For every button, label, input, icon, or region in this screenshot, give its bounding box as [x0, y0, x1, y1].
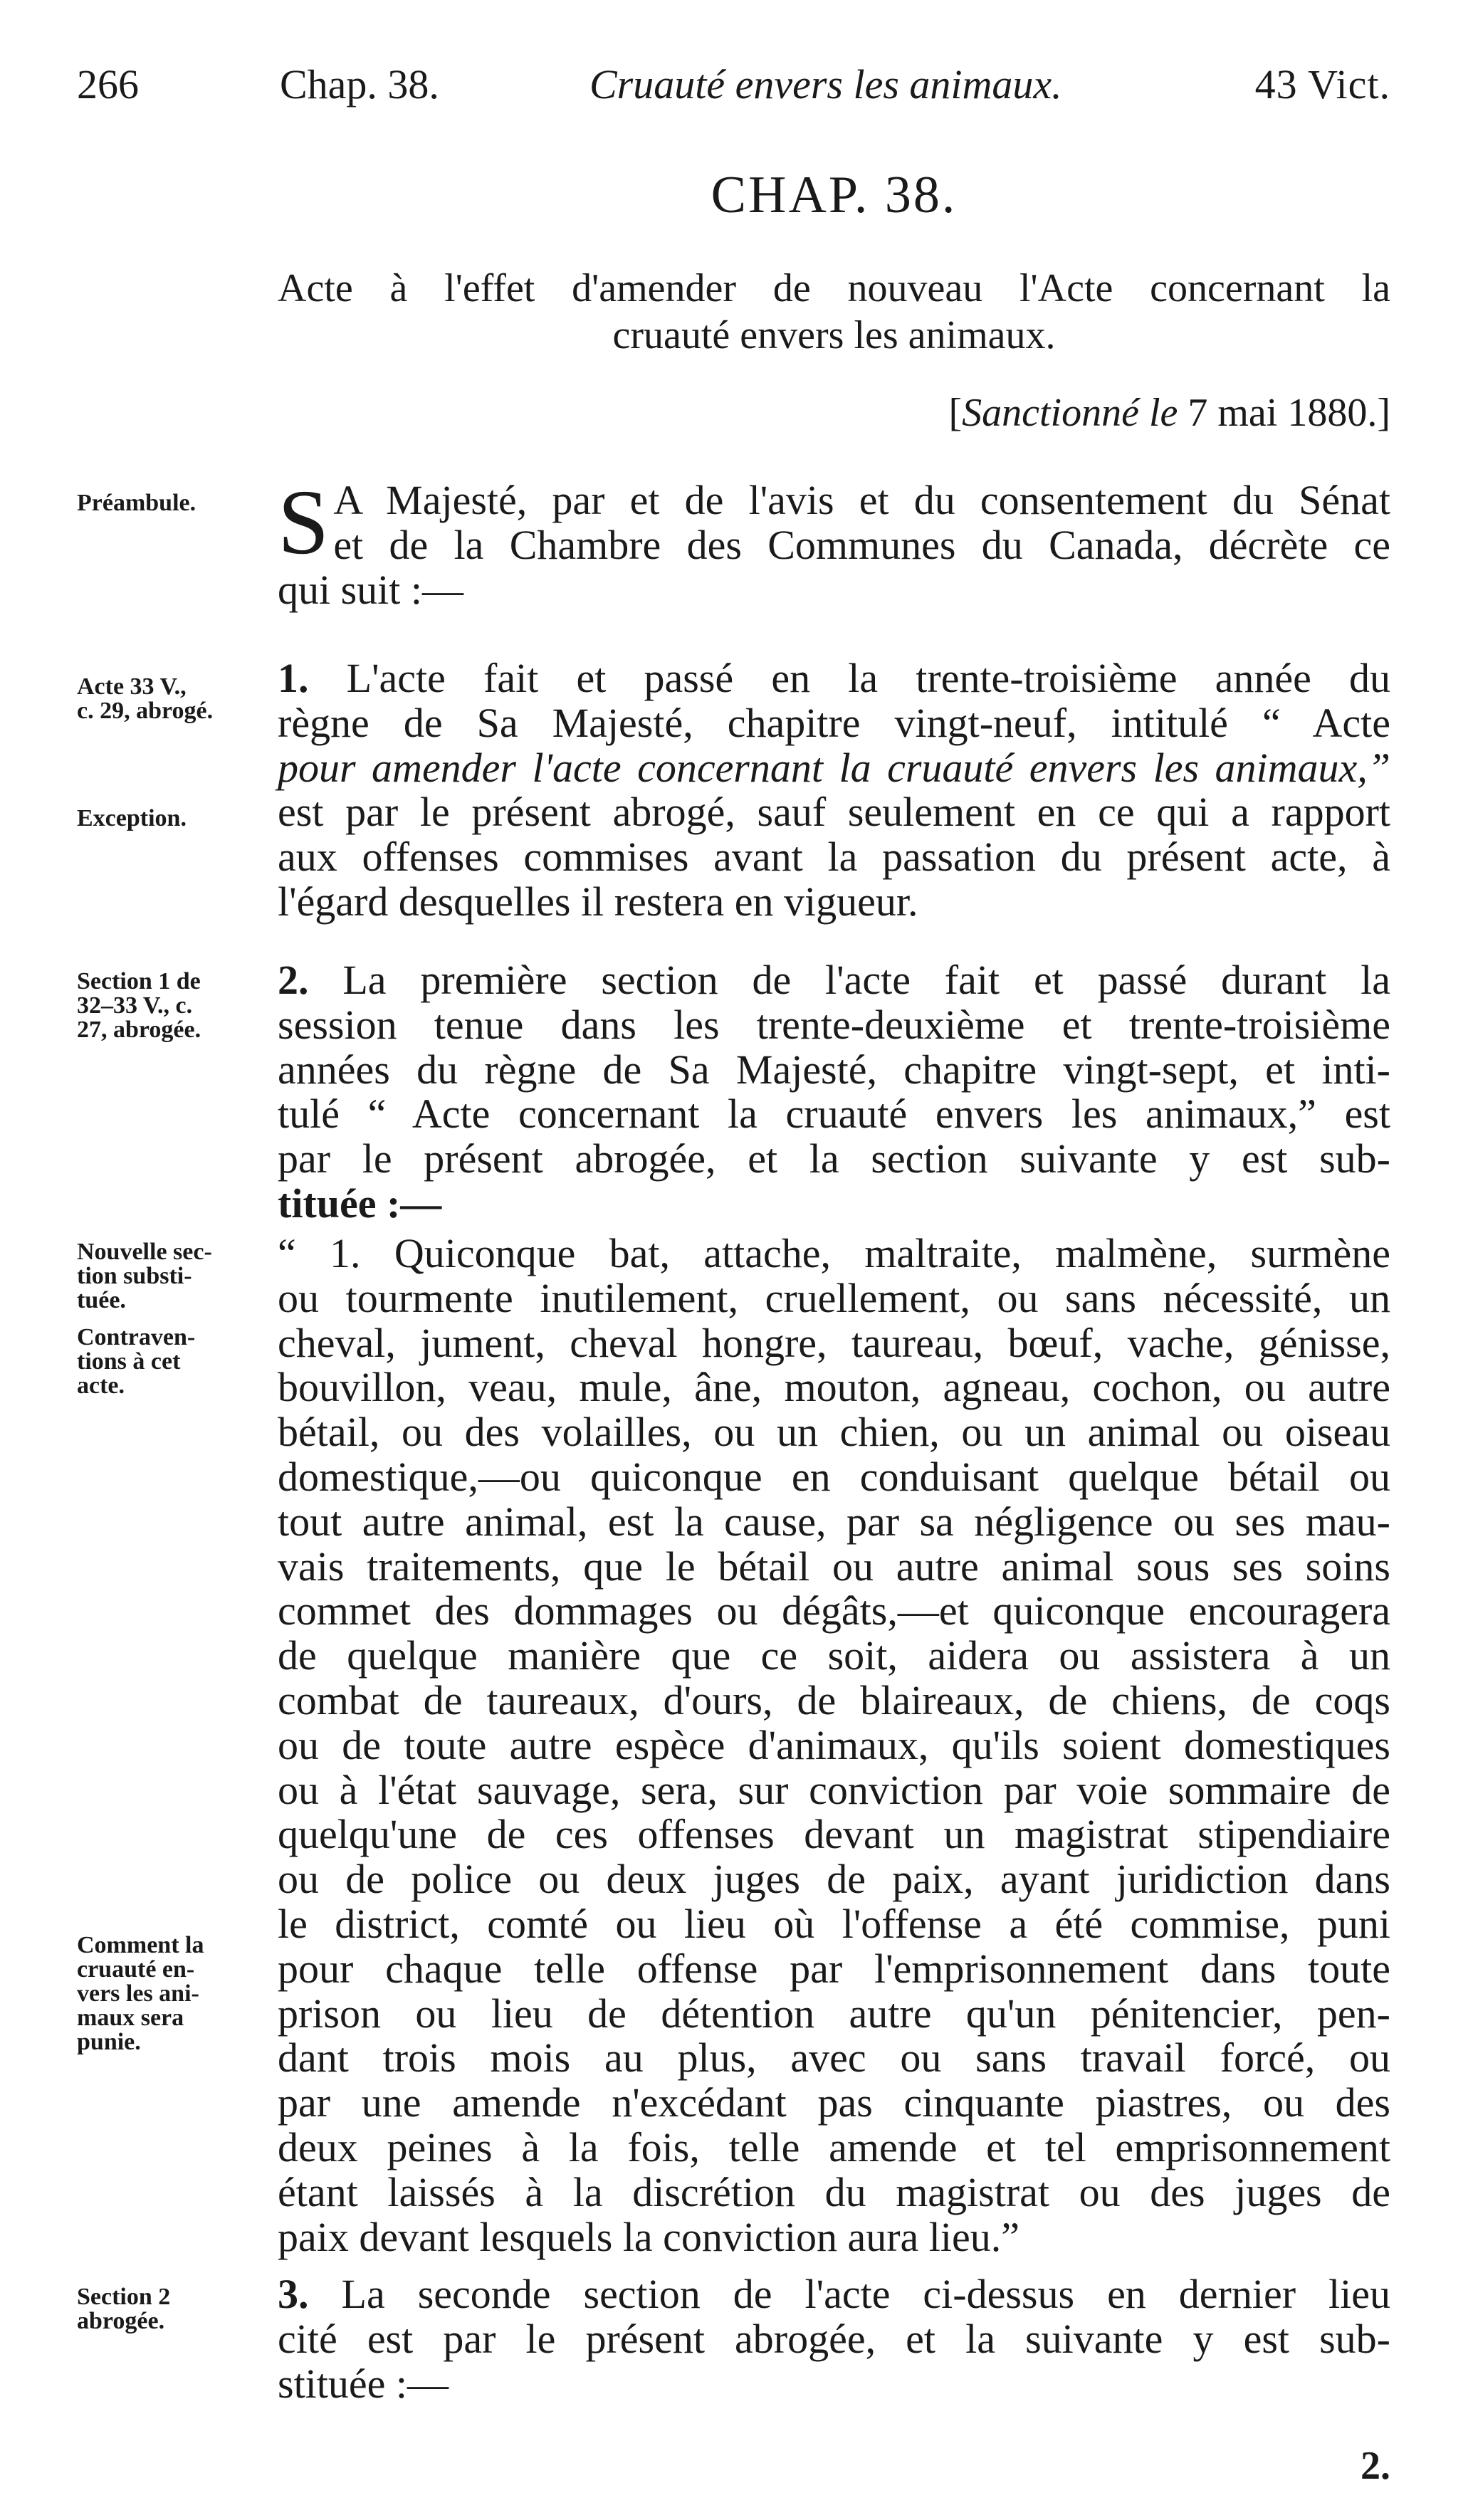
section-number: 3. — [278, 2271, 309, 2317]
text-line: session tenue dans les trente-deuxième et trente-troisième — [278, 1001, 1390, 1048]
margin-note-line: Section 1 de — [77, 968, 201, 994]
text-line: vais traitements, que le bétail ou autre animal sous ses soins — [278, 1543, 1390, 1590]
preamble-paragraph — [278, 471, 1390, 613]
margin-note-line: Acte 33 V., — [77, 673, 187, 700]
margin-note-line: tuée. — [77, 1287, 126, 1313]
margin-note-line: acte. — [77, 1372, 125, 1399]
margin-note-line: Nouvelle sec- — [77, 1239, 212, 1265]
margin-note-line: Exception. — [77, 805, 187, 831]
margin-note-preamble — [77, 491, 269, 515]
margin-note-line: tion substi- — [77, 1263, 192, 1289]
text-line: par une amende n'excédant pas cinquante piastres, ou des — [278, 2079, 1390, 2126]
margin-note-acte33 — [77, 675, 269, 723]
chapter-heading: CHAP. 38. — [711, 166, 958, 224]
margin-note-line: Préambule. — [77, 490, 196, 516]
text-line: qui suit :— — [278, 566, 464, 613]
text-line: bouvillon, veau, mule, âne, mouton, agneau, cochon, ou autre — [278, 1364, 1390, 1411]
text-line: prison ou lieu de détention autre qu'un pénitencier, pen- — [278, 1990, 1390, 2037]
margin-note-line: 27, abrogée. — [77, 1017, 201, 1043]
text-line: pour amender l'acte concernant la cruauté envers les animaux,” — [278, 744, 1390, 791]
margin-note-exception — [77, 807, 269, 831]
sanction-label: Sanctionné le — [962, 391, 1178, 435]
text-line: commet des dommages ou dégâts,—et quiconque encouragera — [278, 1587, 1390, 1634]
catchword: 2. — [1361, 2444, 1390, 2488]
text-line: tulé “ Acte concernant la cruauté envers les animaux,” est — [278, 1091, 1390, 1138]
margin-note-nouvelle — [77, 1240, 269, 1313]
text-line-content: L'acte fait et passé en la trente-troisième année du — [346, 655, 1391, 701]
header-running-title: Cruauté envers les animaux. — [589, 61, 1062, 107]
text-line: règne de Sa Majesté, chapitre vingt-neuf, intitulé “ Acte — [278, 699, 1390, 746]
margin-note-line: c. 29, abrogé. — [77, 698, 214, 724]
act-title-line: Acte à l'effet d'amender de nouveau l'Acte concernant la — [278, 266, 1390, 310]
text-line: ou de toute autre espèce d'animaux, qu'ils soient domestiques — [278, 1721, 1390, 1768]
text-line — [278, 958, 1390, 1003]
text-line: paix devant lesquels la conviction aura lieu.” — [278, 2213, 1020, 2260]
quoted-section-paragraph — [278, 1232, 1390, 2259]
sanction-bracket: [ — [948, 391, 963, 435]
running-header — [77, 61, 1390, 110]
text-line: l'égard desquelles il restera en vigueur. — [278, 878, 918, 925]
margin-note-line: Comment la — [77, 1932, 204, 1958]
margin-note-line: maux sera — [77, 2005, 184, 2031]
text-line: A Majesté, par et de l'avis et du consentement du Sénat — [333, 477, 1390, 523]
margin-note-line: cruauté en- — [77, 1956, 195, 1983]
sanction-date — [948, 390, 1390, 436]
margin-note-line: tions à cet — [77, 1348, 181, 1375]
text-line: cité est par le présent abrogée, et la suivante y est sub- — [278, 2315, 1390, 2362]
margin-note-contraventions — [77, 1325, 269, 1398]
text-line: ou de police ou deux juges de paix, ayant juridiction dans — [278, 1856, 1390, 1903]
text-line: bétail, ou des volailles, ou un chien, ou un animal ou oiseau — [278, 1409, 1390, 1456]
header-chapter: Chap. 38. — [280, 61, 439, 107]
text-line — [278, 2272, 1390, 2317]
text-line: pour chaque telle offense par l'emprisonnement dans toute — [278, 1945, 1390, 1992]
text-line: étant laissés à la discrétion du magistrat ou des juges de — [278, 2168, 1390, 2215]
margin-note-section2 — [77, 2285, 269, 2333]
margin-note-line: abrogée. — [77, 2308, 165, 2334]
text-line: par le présent abrogée, et la section suivante y est sub- — [278, 1135, 1390, 1182]
margin-note-line: 32–33 V., c. — [77, 992, 193, 1019]
section-3-paragraph — [278, 2272, 1390, 2406]
text-line: quelqu'une de ces offenses devant un magistrat stipendiaire — [278, 1811, 1390, 1858]
header-year: 43 Vict. — [1254, 61, 1390, 107]
text-line: tituée :— — [278, 1180, 442, 1227]
text-line-content: La première section de l'acte fait et passé durant la — [342, 957, 1391, 1003]
text-line: ou à l'état sauvage, sera, sur conviction par voie sommaire de — [278, 1766, 1390, 1813]
text-line: de quelque manière que ce soit, aidera ou assistera à un — [278, 1632, 1390, 1679]
text-line: le district, comté ou lieu où l'offense a été commise, puni — [278, 1900, 1390, 1947]
section-number: 1. — [278, 655, 309, 701]
act-title-line: cruauté envers les animaux. — [612, 313, 1056, 357]
text-line: dant trois mois au plus, avec ou sans travail forcé, ou — [278, 2035, 1390, 2081]
margin-note-line: Contraven- — [77, 1324, 196, 1350]
section-number: 2. — [278, 957, 309, 1003]
text-line: est par le présent abrogé, sauf seulement en ce qui a rapport — [278, 789, 1390, 836]
text-line: et de la Chambre des Communes du Canada, décrète ce — [333, 521, 1390, 568]
text-line: deux peines à la fois, telle amende et tel emprisonnement — [278, 2123, 1390, 2170]
text-line: années du règne de Sa Majesté, chapitre vingt-sept, et inti- — [278, 1046, 1390, 1093]
text-line: ou tourmente inutilement, cruellement, ou sans nécessité, un — [278, 1274, 1390, 1321]
margin-note-section1 — [77, 970, 269, 1042]
margin-note-line: punie. — [77, 2029, 141, 2055]
drop-cap: S — [278, 471, 330, 574]
sanction-date-value: 7 mai 1880.] — [1178, 391, 1390, 435]
text-line: cheval, jument, cheval hongre, taureau, bœuf, vache, génisse, — [278, 1319, 1390, 1366]
section-2-paragraph — [278, 958, 1390, 1227]
margin-note-comment — [77, 1933, 269, 2054]
page-number: 266 — [77, 61, 139, 107]
text-line: tout autre animal, est la cause, par sa négligence ou ses mau- — [278, 1498, 1390, 1545]
act-title — [278, 265, 1390, 359]
text-line: domestique,—ou quiconque en conduisant quelque bétail ou — [278, 1453, 1390, 1500]
text-line: combat de taureaux, d'ours, de blaireaux, de chiens, de coqs — [278, 1676, 1390, 1723]
text-line-content: La seconde section de l'acte ci-dessus en dernier lieu — [341, 2271, 1391, 2317]
text-line: “ 1. Quiconque bat, attache, maltraite, malmène, surmène — [278, 1230, 1390, 1276]
margin-note-line: Section 2 — [77, 2284, 171, 2310]
text-line: stituée :— — [278, 2360, 449, 2407]
section-1-paragraph — [278, 656, 1390, 925]
text-line: aux offenses commises avant la passation du présent acte, à — [278, 834, 1390, 881]
text-line — [278, 656, 1390, 701]
margin-note-line: vers les ani- — [77, 1980, 199, 2007]
